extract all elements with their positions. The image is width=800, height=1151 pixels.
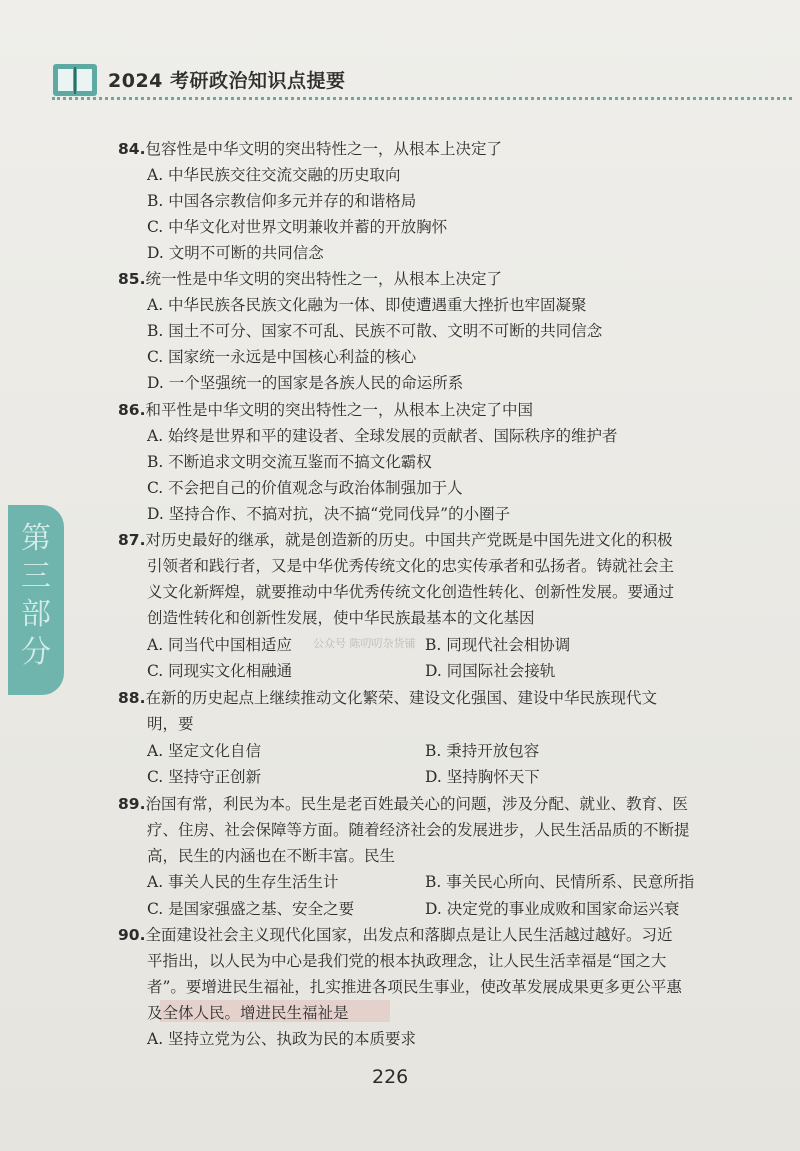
question-option: A. 事关人民的生存生活生计	[147, 873, 339, 891]
side-tab-char: 分	[21, 635, 51, 670]
question-option: B. 中国各宗教信仰多元并存的和谐格局	[147, 192, 417, 210]
question-option: C. 同现实文化相融通	[147, 662, 293, 680]
question-option: D. 同国际社会接轨	[425, 662, 556, 680]
question-number: 88.	[118, 689, 146, 707]
question-number: 89.	[118, 795, 146, 813]
question-stem-line: 高，民生的内涵也在不断丰富。民生	[147, 847, 396, 865]
question-stem-line: 及全体人民。增进民生福祉是	[147, 1004, 349, 1022]
question-option: A. 中华民族交往交流交融的历史取向	[147, 166, 401, 184]
page-number: 226	[372, 1066, 409, 1088]
question-option: A. 始终是世界和平的建设者、全球发展的贡献者、国际秩序的维护者	[147, 427, 618, 445]
question-85-stem	[118, 267, 502, 289]
question-option: D. 坚持合作、不搞对抗，决不搞“党同伐异”的小圈子	[147, 505, 511, 523]
question-stem-line: 统一性是中华文明的突出特性之一，从根本上决定了	[145, 270, 502, 288]
question-option: D. 文明不可断的共同信念	[147, 244, 324, 262]
watermark-text: 公众号 陈叨叨杂货铺	[313, 637, 416, 650]
question-option: B. 秉持开放包容	[425, 742, 540, 760]
question-option: B. 事关民心所向、民情所系、民意所指	[425, 873, 695, 891]
book-title: 2024 考研政治知识点提要	[108, 70, 346, 92]
question-stem-line: 义文化新辉煌，就要推动中华优秀传统文化创造性转化、创新性发展。要通过	[147, 583, 675, 601]
question-option: D. 一个坚强统一的国家是各族人民的命运所系	[147, 374, 464, 392]
question-option: C. 坚持守正创新	[147, 768, 262, 786]
question-number: 84.	[118, 140, 146, 158]
question-option: B. 国土不可分、国家不可乱、民族不可散、文明不可断的共同信念	[147, 322, 603, 340]
question-option: B. 同现代社会相协调	[425, 636, 571, 654]
question-84-stem	[118, 137, 502, 159]
question-stem-line: 包容性是中华文明的突出特性之一，从根本上决定了	[145, 140, 502, 158]
question-option: A. 同当代中国相适应	[147, 636, 293, 654]
question-option: C. 是国家强盛之基、安全之要	[147, 900, 355, 918]
question-number: 90.	[118, 926, 146, 944]
header-divider	[52, 97, 792, 100]
question-stem-line: 和平性是中华文明的突出特性之一，从根本上决定了中国	[145, 401, 533, 419]
question-90-stem	[118, 923, 672, 945]
question-stem-line: 引领者和践行者，又是中华优秀传统文化的忠实传承者和弘扬者。铸就社会主	[147, 557, 675, 575]
question-number: 86.	[118, 401, 146, 419]
question-stem-line: 明，要	[147, 715, 194, 733]
question-number: 87.	[118, 531, 146, 549]
question-stem-line: 对历史最好的继承，就是创造新的历史。中国共产党既是中国先进文化的积极	[145, 531, 673, 549]
question-stem-line: 治国有常，利民为本。民生是老百姓最关心的问题，涉及分配、就业、教育、医	[145, 795, 688, 813]
side-tab-char: 部	[21, 597, 51, 632]
section-side-tab-label	[16, 520, 56, 672]
question-option: D. 决定党的事业成败和国家命运兴衰	[425, 900, 680, 918]
question-stem-line: 疗、住房、社会保障等方面。随着经济社会的发展进步，人民生活品质的不断提	[147, 821, 690, 839]
question-86-stem	[118, 398, 533, 420]
question-option: A. 中华民族各民族文化融为一体、即使遭遇重大挫折也牢固凝聚	[147, 296, 587, 314]
question-option: C. 中华文化对世界文明兼收并蓄的开放胸怀	[147, 218, 448, 236]
question-stem-line: 全面建设社会主义现代化国家，出发点和落脚点是让人民生活越过越好。习近	[145, 926, 673, 944]
question-option: A. 坚定文化自信	[147, 742, 262, 760]
question-option: D. 坚持胸怀天下	[425, 768, 540, 786]
question-number: 85.	[118, 270, 146, 288]
side-tab-char: 第	[21, 521, 51, 556]
question-option: C. 国家统一永远是中国核心利益的核心	[147, 348, 417, 366]
question-stem-line: 平指出，以人民为中心是我们党的根本执政理念，让人民生活幸福是“国之大	[147, 952, 667, 970]
question-stem-line: 在新的历史起点上继续推动文化繁荣、建设文化强国、建设中华民族现代文	[145, 689, 657, 707]
page-header	[0, 0, 800, 110]
question-89-stem	[118, 792, 688, 814]
question-option: B. 不断追求文明交流互鉴而不搞文化霸权	[147, 453, 432, 471]
question-stem-line: 创造性转化和创新性发展，使中华民族最基本的文化基因	[147, 609, 535, 627]
question-option: A. 坚持立党为公、执政为民的本质要求	[147, 1030, 417, 1048]
open-book-icon	[52, 62, 98, 98]
question-87-stem	[118, 528, 672, 550]
question-option: C. 不会把自己的价值观念与政治体制强加于人	[147, 479, 463, 497]
question-stem-line: 者”。要增进民生福祉，扎实推进各项民生事业，使改革发展成果更多更公平惠	[147, 978, 682, 996]
question-88-stem	[118, 686, 657, 708]
side-tab-char: 三	[21, 559, 51, 594]
